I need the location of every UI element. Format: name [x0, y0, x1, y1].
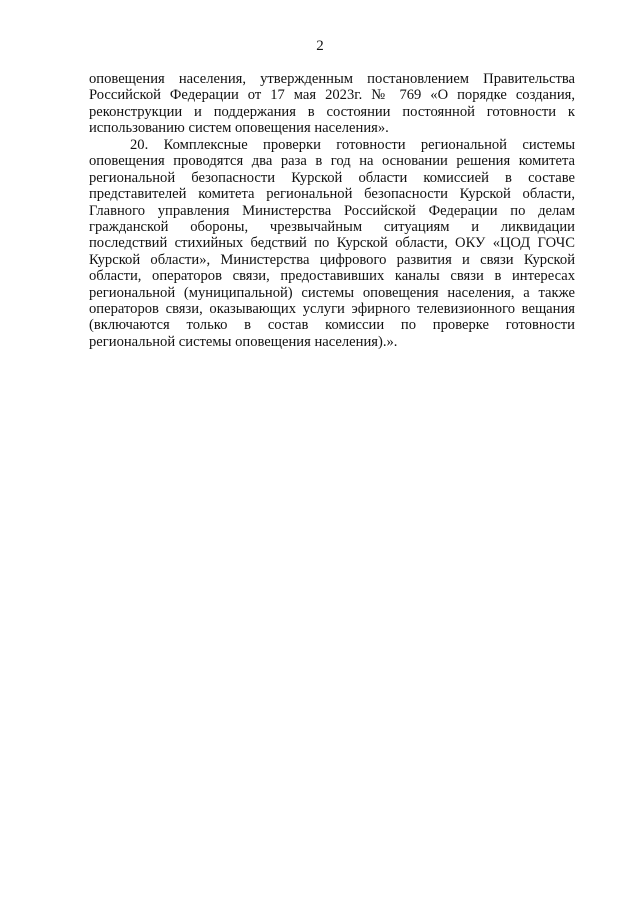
- paragraph-line: оповещения населения, утвержденным постановлением Правительства: [89, 71, 575, 87]
- paragraph-line: операторов связи, оказывающих услуги эфирного телевизионного вещания: [89, 300, 575, 317]
- paragraph-line: Главного управления Министерства Российской Федерации по делам: [89, 202, 575, 219]
- paragraph-line: Российской Федерации от 17 мая 2023г. № 769 «О порядке создания,: [89, 87, 575, 104]
- paragraph-line: оповещения проводятся два раза в год на основании решения комитета: [89, 153, 575, 170]
- paragraph-line: региональной системы оповещения населения).».: [89, 333, 398, 350]
- paragraph-line: реконструкции и поддержания в состоянии постоянной готовности к: [89, 103, 575, 120]
- paragraph-line: представителей комитета региональной безопасности Курской области,: [89, 186, 575, 203]
- paragraph-line: гражданской обороны, чрезвычайным ситуациям и ликвидации: [89, 218, 575, 235]
- page-number: 2: [316, 38, 324, 54]
- paragraph-line: (включаются только в состав комиссии по проверке готовности: [89, 317, 575, 334]
- paragraph-line: области, операторов связи, предоставивших каналы связи в интересах: [89, 268, 575, 285]
- paragraph-line: использованию систем оповещения населения».: [89, 120, 389, 137]
- paragraph-line: региональной (муниципальной) системы оповещения населения, а также: [89, 284, 575, 301]
- paragraph-line: 20. Комплексные проверки готовности региональной системы: [130, 137, 575, 153]
- paragraph-item-20: [89, 137, 575, 350]
- paragraph-line: региональной безопасности Курской области комиссией в составе: [89, 169, 575, 186]
- paragraph-line: последствий стихийных бедствий по Курской области, ОКУ «ЦОД ГОЧС: [89, 235, 575, 252]
- paragraph-continuation: [89, 71, 575, 137]
- paragraph-line: Курской области», Министерства цифрового развития и связи Курской: [89, 251, 575, 268]
